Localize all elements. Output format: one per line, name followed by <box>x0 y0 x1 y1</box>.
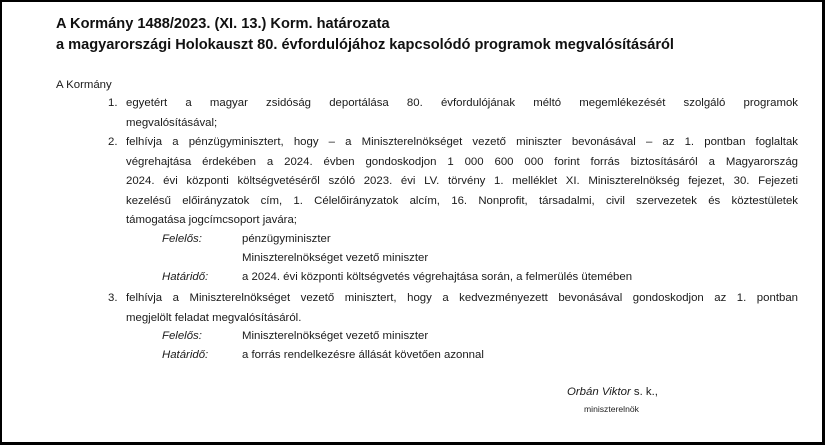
title-line-2: a magyarországi Holokauszt 80. évfordulójához kapcsolódó programok megvalósításáról <box>56 37 674 53</box>
item-body <box>126 133 798 231</box>
signature-suffix: s. k., <box>630 386 658 398</box>
responsible-label: Felelős: <box>162 330 202 342</box>
item-line: felhívja a pénzügyminisztert, hogy – a Miniszterelnökséget vezető miniszter bevonásával – az 1. pontban foglaltak <box>126 136 798 148</box>
item-number: 1. <box>108 97 118 109</box>
item-line: megjelölt feladat megvalósításáról. <box>126 311 302 324</box>
item-line: felhívja a Miniszterelnökséget vezető minisztert, hogy a kedvezményezett bevonásával gondoskodjon az 1. pontban <box>126 292 798 304</box>
signatory-title: miniszterelnök <box>584 404 639 414</box>
item-line: támogatása jogcímcsoport javára; <box>126 214 297 226</box>
responsible-value: Miniszterelnökséget vezető miniszter <box>242 330 429 342</box>
item-line: egyetért a magyar zsidóság deportálása 80. évfordulójának méltó megemlékezését szolgáló programok <box>126 97 798 109</box>
item-line: megvalósításával; <box>126 116 218 129</box>
item-line: kezelésű előirányzatok cím, 1. Célelőirányzatok alcím, 16. Nonprofit, társadalmi, civil szervezetek és köztestületek <box>126 194 798 207</box>
signature <box>567 386 658 398</box>
deadline-label: Határidő: <box>162 271 209 283</box>
intro-text: A Kormány <box>56 79 112 91</box>
document-title <box>56 14 674 56</box>
title-line-1: A Kormány 1488/2023. (XI. 13.) Korm. határozata <box>56 16 390 32</box>
item-line: 2024. évi központi költségvetéséről szóló 2023. évi LV. törvény 1. melléklet XI. Miniszterelnökség fejezet, 30. Fejezeti <box>126 175 798 187</box>
item-number: 2. <box>108 136 118 148</box>
responsible-value: pénzügyminiszter <box>242 233 331 245</box>
item-line: végrehajtása érdekében a 2024. évben gondoskodjon 1 000 600 000 forint forrás biztosításáról a Magyarország <box>126 155 798 168</box>
item-body <box>126 94 798 133</box>
signatory-name: Orbán Viktor <box>567 386 631 398</box>
deadline-value: a forrás rendelkezésre állását követően azonnal <box>242 349 484 361</box>
deadline-label: Határidő: <box>162 349 209 361</box>
item-body <box>126 289 798 328</box>
responsible-label: Felelős: <box>162 233 202 245</box>
responsible-value: Miniszterelnökséget vezető miniszter <box>242 252 429 264</box>
deadline-value: a 2024. évi központi költségvetés végrehajtása során, a felmerülés ütemében <box>242 271 633 283</box>
item-number: 3. <box>108 292 118 304</box>
